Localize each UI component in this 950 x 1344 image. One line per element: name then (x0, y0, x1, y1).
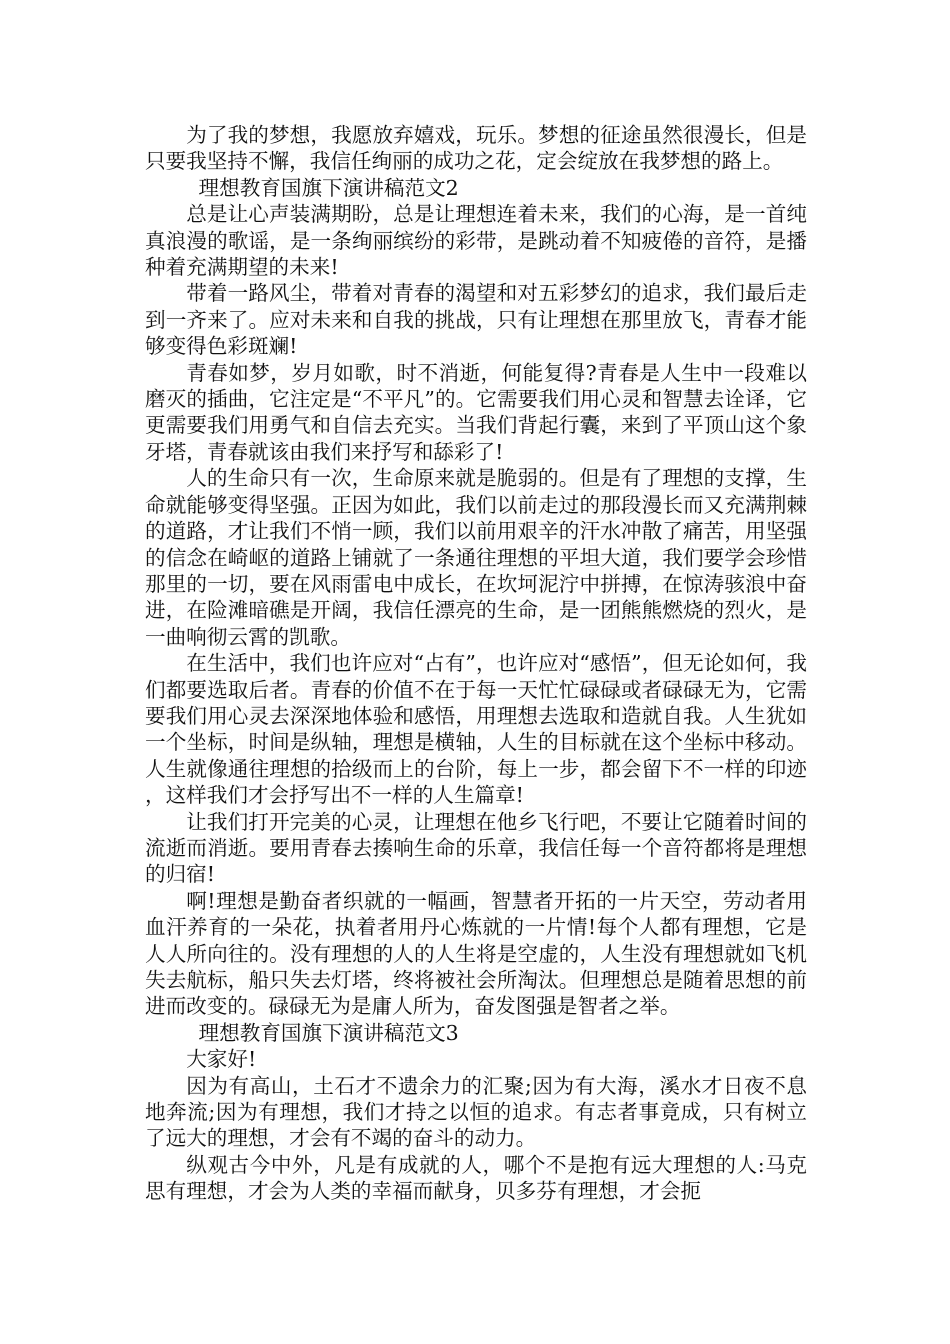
paragraph: 让我们打开完美的心灵，让理想在他乡飞行吧，不要让它随着时间的流逝而消逝。要用青春去揍响生命的乐章，我信任每一个音符都将是理想的归宿! (145, 809, 807, 887)
paragraph: 纵观古今中外，凡是有成就的人，哪个不是抱有远大理想的人:马克思有理想，才会为人类的幸福而献身，贝多芬有理想，才会扼 (145, 1152, 807, 1204)
paragraph: 为了我的梦想，我愿放弃嬉戏，玩乐。梦想的征途虽然很漫长，但是只要我坚持不懈，我信任绚丽的成功之花，定会绽放在我梦想的路上。 (145, 123, 807, 174)
paragraph: 在生活中，我们也许应对“占有”，也许应对“感悟”，但无论如何，我们都要选取后者。青春的价值不在于每一天忙忙碌碌或者碌碌无为，它需要我们用心灵去深深地体验和感悟，用理想去选取和造就自我。人生犹如一个坐标，时间是纵轴，理想是横轴，人生的目标就在这个坐标中移动。人生就像通往理想的拾级而上的台阶，每上一步，都会留下不一样的印迹，这样我们才会抒写出不一样的人生篇章! (145, 651, 807, 808)
document-body (145, 122, 807, 1205)
section-heading: 理想教育国旗下演讲稿范文3 (198, 1020, 459, 1045)
paragraph: 总是让心声装满期盼，总是让理想连着未来，我们的心海，是一首纯真浪漫的歌谣，是一条绚丽缤纷的彩带，是跳动着不知疲倦的音符，是播种着充满期望的未来! (145, 202, 807, 280)
paragraph: 人的生命只有一次，生命原来就是脆弱的。但是有了理想的支撑，生命就能够变得坚强。正因为如此，我们以前走过的那段漫长而又充满荆棘的道路，才让我们不悄一顾，我们以前用艰辛的汗水冲散了痛苦，用坚强的信念在崎岖的道路上铺就了一条通往理想的平坦大道，我们要学会珍惜那里的一切，要在风雨雷电中成长，在坎坷泥泞中拼搏，在惊涛骇浪中奋进，在险滩暗礁是开阔，我信任漂亮的生命，是一团熊熊燃烧的烈火，是一曲响彻云霄的凯歌。 (145, 466, 807, 649)
paragraph: 青春如梦，岁月如歌，时不消逝，何能复得?青春是人生中一段难以磨灭的插曲，它注定是“不平凡”的。它需要我们用心灵和智慧去诠译，它更需要我们用勇气和自信去充实。当我们背起行囊，来到了平顶山这个象牙塔，青春就该由我们来抒写和舔彩了! (145, 360, 807, 464)
greeting: 大家好! (186, 1047, 257, 1072)
paragraph: 带着一路风尘，带着对青春的渴望和对五彩梦幻的追求，我们最后走到一齐来了。应对未来和自我的挑战，只有让理想在那里放飞，青春才能够变得色彩斑斓! (145, 281, 807, 359)
section-heading: 理想教育国旗下演讲稿范文2 (198, 175, 459, 200)
paragraph: 啊!理想是勤奋者织就的一幅画，智慧者开拓的一片天空，劳动者用血汗养育的一朵花，执着者用丹心炼就的一片情!每个人都有理想，它是人人所向往的。没有理想的人的人生将是空虚的，人生没有理想就如飞机失去航标，船只失去灯塔，终将被社会所淘汰。但理想总是随着思想的前进而改变的。碌碌无为是庸人所为，奋发图强是智者之举。 (145, 888, 807, 1019)
paragraph: 因为有高山，土石才不遗余力的汇聚;因为有大海，溪水才日夜不息地奔流;因为有理想，我们才持之以恒的追求。有志者事竟成，只有树立了远大的理想，才会有不竭的奋斗的动力。 (145, 1073, 807, 1151)
